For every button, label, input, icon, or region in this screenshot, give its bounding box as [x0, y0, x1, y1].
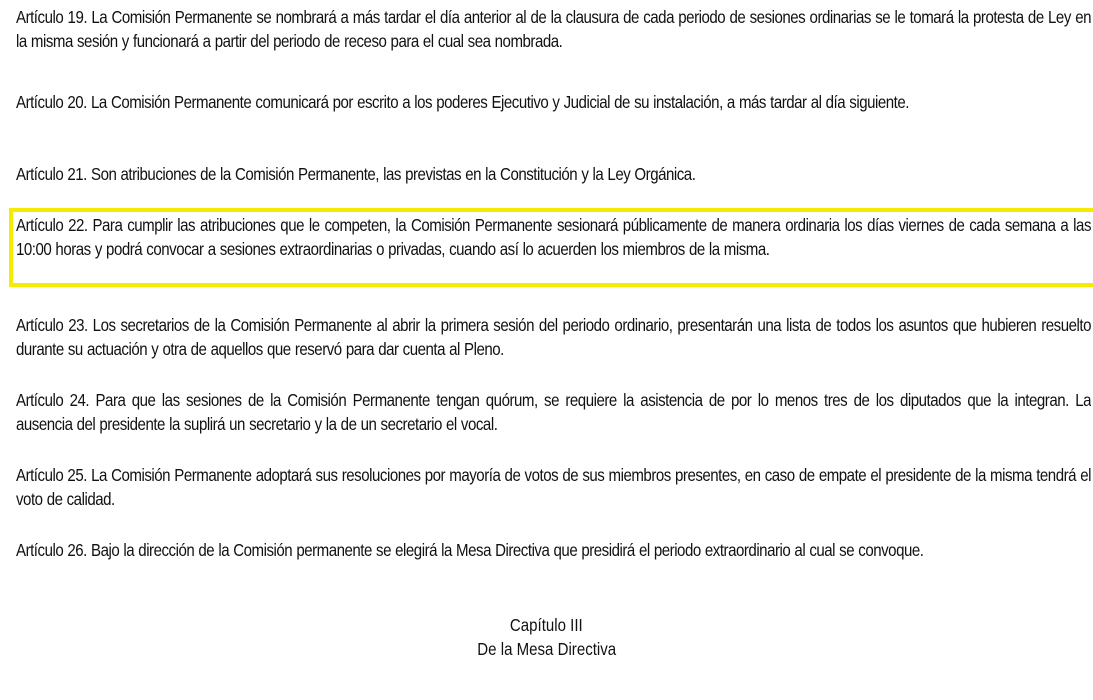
article-22: Artículo 22. Para cumplir las atribuciones que le competen, la Comisión Permanente sesionará públicamente de manera ordinaria los días viernes de cada semana a las 10:00 horas y podrá convocar a sesiones extraordinarias o privadas, cuando así lo acuerden los miembros de la misma. — [16, 215, 1091, 259]
chapter-subtitle-text: De la Mesa Directiva — [477, 639, 616, 659]
article-26: Artículo 26. Bajo la dirección de la Comisión permanente se elegirá la Mesa Directiva que presidirá el periodo extraordinario al cual se convoque. — [16, 540, 924, 560]
article-21: Artículo 21. Son atribuciones de la Comisión Permanente, las previstas en la Constitución y la Ley Orgánica. — [16, 164, 696, 184]
chapter-title-text: Capítulo III — [510, 615, 583, 635]
chapter-subtitle — [0, 637, 1093, 661]
article-23: Artículo 23. Los secretarios de la Comisión Permanente al abrir la primera sesión del periodo ordinario, presentarán una lista de todos los asuntos que hubieren resuelto durante su actuación y otra de aquellos que reservó para dar cuenta al Pleno. — [16, 315, 1091, 359]
article-19: Artículo 19. La Comisión Permanente se nombrará a más tardar el día anterior al de la clausura de cada periodo de sesiones ordinarias se le tomará la protesta de Ley en la misma sesión y funcionará a partir del periodo de receso para el cual sea nombrada. — [16, 7, 1091, 51]
article-20: Artículo 20. La Comisión Permanente comunicará por escrito a los poderes Ejecutivo y Judicial de su instalación, a más tardar al día siguiente. — [16, 92, 909, 112]
article-25: Artículo 25. La Comisión Permanente adoptará sus resoluciones por mayoría de votos de sus miembros presentes, en caso de empate el presidente de la misma tendrá el voto de calidad. — [16, 465, 1091, 509]
chapter-title — [0, 613, 1093, 637]
article-24: Artículo 24. Para que las sesiones de la Comisión Permanente tengan quórum, se requiere la asistencia de por lo menos tres de los diputados que la integran. La ausencia del presidente la suplirá un secretario y la de un secretario el vocal. — [16, 390, 1091, 434]
